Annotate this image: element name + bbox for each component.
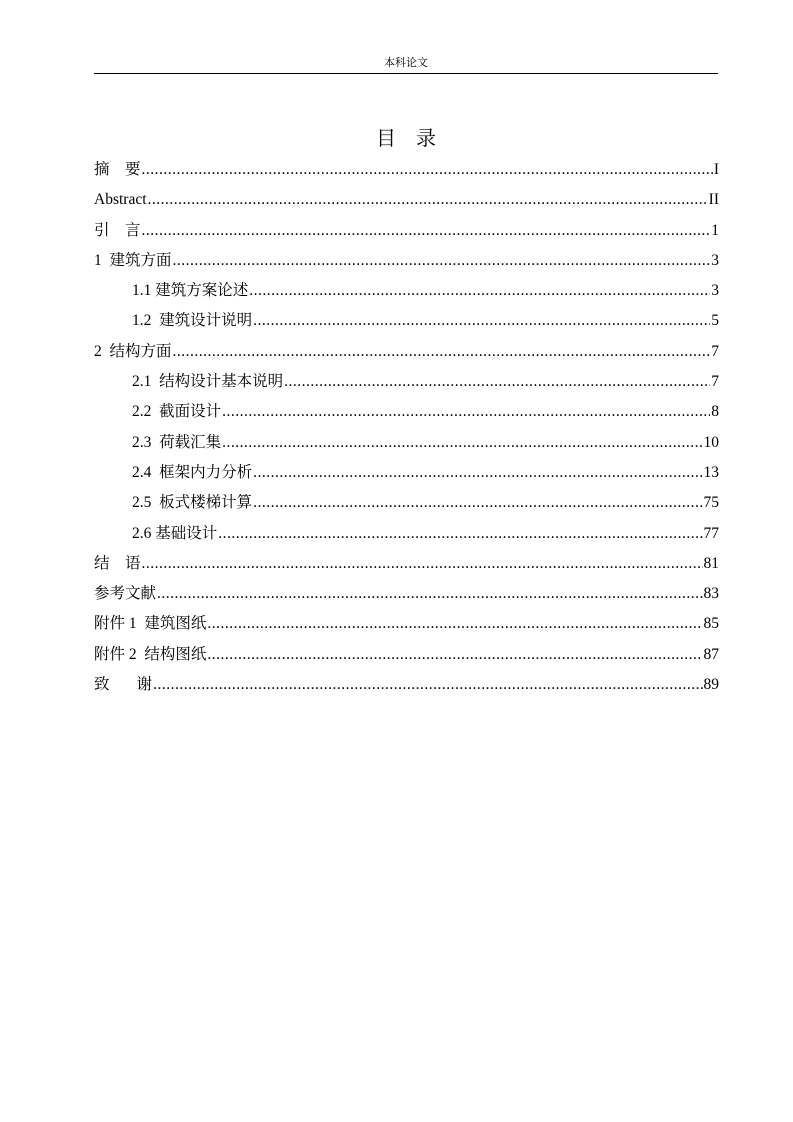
toc-dot-leader	[253, 488, 702, 518]
toc-entry-label: 1 建筑方面	[94, 251, 172, 269]
toc-entry[interactable]	[94, 488, 719, 518]
toc-dot-leader	[142, 549, 703, 579]
toc-entry[interactable]	[94, 670, 719, 700]
toc-dot-leader	[157, 579, 702, 609]
toc-dot-leader	[173, 246, 711, 276]
toc-entry-page-number: 77	[703, 524, 719, 542]
toc-entry[interactable]	[94, 246, 719, 276]
toc-entry-label: 引 言	[94, 221, 141, 239]
page-header: 本科论文	[384, 57, 428, 69]
toc-entry-label: 2.3 荷载汇集	[132, 433, 222, 451]
toc-entry[interactable]	[94, 428, 719, 458]
toc-entry-label: 结 语	[94, 554, 141, 572]
toc-entry-page-number: 87	[703, 645, 719, 663]
toc-entry[interactable]	[94, 367, 719, 397]
toc-entry-label: 2.5 板式楼梯计算	[132, 494, 253, 512]
toc-entry-label: 2.6 基础设计	[132, 524, 218, 542]
toc-entry-page-number: 10	[703, 433, 719, 451]
table-of-contents	[94, 155, 719, 700]
toc-entry-page-number: I	[713, 161, 719, 178]
toc-dot-leader	[253, 458, 702, 488]
toc-entry[interactable]	[94, 609, 719, 639]
toc-entry-page-number: 7	[711, 342, 719, 360]
toc-entry-page-number: 5	[711, 312, 719, 330]
toc-entry-label: 2.4 框架内力分析	[132, 463, 253, 481]
toc-dot-leader	[153, 670, 702, 700]
toc-entry-label: 1.1 建筑方案论述	[132, 282, 249, 300]
header-rule	[94, 73, 718, 74]
toc-entry[interactable]	[94, 397, 719, 427]
toc-entry-label: 2.1 结构设计基本说明	[132, 373, 284, 391]
toc-entry[interactable]	[94, 458, 719, 488]
toc-dot-leader	[284, 367, 710, 397]
toc-entry-page-number: 81	[703, 554, 719, 572]
toc-entry-page-number: 13	[703, 463, 719, 481]
toc-dot-leader	[218, 519, 702, 549]
toc-entry-label: 致 谢	[94, 676, 153, 694]
toc-dot-leader	[173, 337, 711, 367]
toc-entry-label: 1.2 建筑设计说明	[132, 312, 253, 330]
toc-entry-label: Abstract	[94, 191, 147, 209]
toc-entry[interactable]	[94, 185, 719, 215]
toc-entry-page-number: 8	[711, 403, 719, 421]
toc-entry-page-number: 3	[711, 282, 719, 300]
toc-entry-page-number: II	[708, 191, 719, 209]
toc-dot-leader	[222, 428, 702, 458]
toc-entry-label: 2 结构方面	[94, 342, 172, 360]
toc-entry[interactable]	[94, 549, 719, 579]
toc-entry[interactable]	[94, 579, 719, 609]
toc-entry-label: 参考文献	[94, 585, 157, 603]
toc-entry-page-number: 75	[703, 494, 719, 512]
toc-entry-label: 附件 1 建筑图纸	[94, 615, 207, 633]
toc-entry-page-number: 3	[711, 251, 719, 269]
toc-dot-leader	[142, 155, 713, 185]
toc-entry-label: 2.2 截面设计	[132, 403, 222, 421]
toc-entry-page-number: 1	[711, 221, 719, 239]
toc-entry-page-number: 89	[703, 676, 719, 694]
toc-entry-label: 摘 要	[94, 161, 141, 178]
toc-entry[interactable]	[94, 519, 719, 549]
toc-dot-leader	[249, 276, 710, 306]
toc-entry[interactable]	[94, 276, 719, 306]
toc-entry-page-number: 85	[703, 615, 719, 633]
toc-dot-leader	[142, 216, 711, 246]
toc-entry-label: 附件 2 结构图纸	[94, 645, 207, 663]
toc-title: 目 录	[376, 128, 436, 150]
toc-entry-page-number: 83	[703, 585, 719, 603]
toc-entry[interactable]	[94, 337, 719, 367]
toc-entry[interactable]	[94, 306, 719, 336]
toc-dot-leader	[148, 185, 708, 215]
toc-entry[interactable]	[94, 216, 719, 246]
toc-entry-page-number: 7	[711, 373, 719, 391]
toc-entry[interactable]	[94, 640, 719, 670]
toc-dot-leader	[207, 640, 702, 670]
toc-dot-leader	[222, 397, 710, 427]
toc-entry[interactable]	[94, 155, 719, 185]
toc-dot-leader	[253, 306, 710, 336]
toc-dot-leader	[207, 609, 702, 639]
